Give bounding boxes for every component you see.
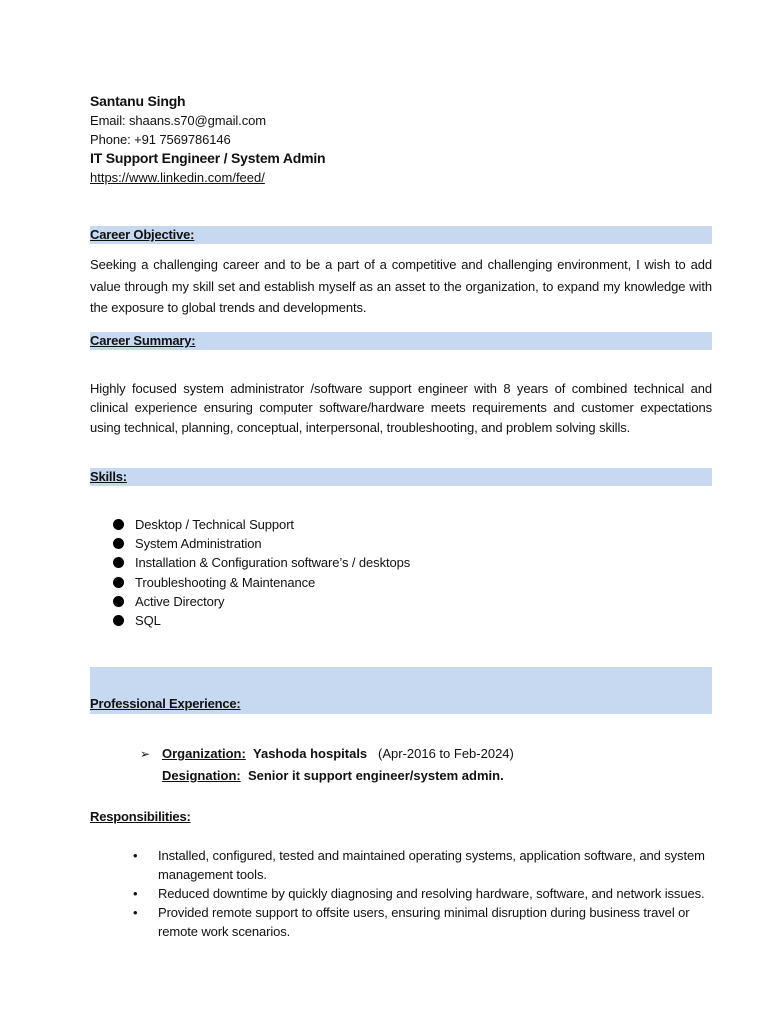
linkedin-link[interactable]: https://www.linkedin.com/feed/ [90,170,265,185]
experience-heading: Professional Experience: [90,696,241,711]
bullet-icon: • [133,848,138,863]
objective-text: Seeking a challenging career and to be a part of a competitive and challenging environment, I wish to add value through my skill set and establish myself as an asset to the organization, to expand my knowledge with the exposure to global trends and developments. [90,257,712,315]
bullet-icon [113,596,124,607]
summary-text: Highly focused system administrator /software support engineer with 8 years of combined technical and clinical experience ensuring computer software/hardware meets requirements and customer expectations using technical, planning, conceptual, interpersonal, troubleshooting, and problem solving skills. [90,381,712,435]
bullet-icon [113,557,124,568]
list-item [113,573,410,592]
arrow-bullet-icon: ➢ [140,747,151,761]
list-item [113,515,410,534]
list-item [113,534,410,553]
email-line: Email: shaans.s70@gmail.com [90,113,266,128]
list-item [133,884,713,903]
designation-value: Senior it support engineer/system admin. [247,768,504,783]
responsibility-text: Installed, configured, tested and maintained operating systems, application software, and system management tools. [158,848,705,882]
skills-list [113,515,410,630]
bullet-icon [113,615,124,626]
list-item [113,611,410,630]
list-item [113,592,410,611]
bullet-icon [113,519,124,530]
skill-label: Troubleshooting & Maintenance [135,574,316,590]
objective-heading: Career Objective: [90,227,195,242]
skill-label: Active Directory [135,593,225,609]
candidate-name: Santanu Singh [90,93,186,109]
bullet-icon [113,577,124,588]
organization-name: Yashoda hospitals [253,746,368,761]
skills-band [90,468,712,486]
job-title: IT Support Engineer / System Admin [90,150,326,166]
skills-heading: Skills: [90,469,127,484]
summary-heading: Career Summary: [90,333,196,348]
organization-row [140,746,514,761]
phone-line: Phone: +91 7569786146 [90,132,231,147]
designation-label: Designation: [162,768,241,783]
bullet-icon: • [133,905,138,920]
designation-row [162,768,504,783]
responsibility-text: Reduced downtime by quickly diagnosing and resolving hardware, software, and network issues. [158,886,705,901]
skill-label: Installation & Configuration software’s / desktops [135,555,411,571]
organization-label: Organization: [162,746,246,761]
skill-label: Desktop / Technical Support [135,517,294,532]
bullet-icon [113,538,124,549]
list-item [133,903,713,941]
list-item [113,553,410,572]
list-item [133,846,713,884]
employment-dates: (Apr-2016 to Feb-2024) [378,746,514,761]
responsibility-text: Provided remote support to offsite users, ensuring minimal disruption during business travel or remote work scenarios. [158,905,690,939]
bullet-icon: • [133,886,138,901]
skill-label: System Administration [135,536,262,552]
responsibilities-list [133,846,713,941]
responsibilities-heading: Responsibilities: [90,809,191,824]
skill-label: SQL [135,612,161,628]
